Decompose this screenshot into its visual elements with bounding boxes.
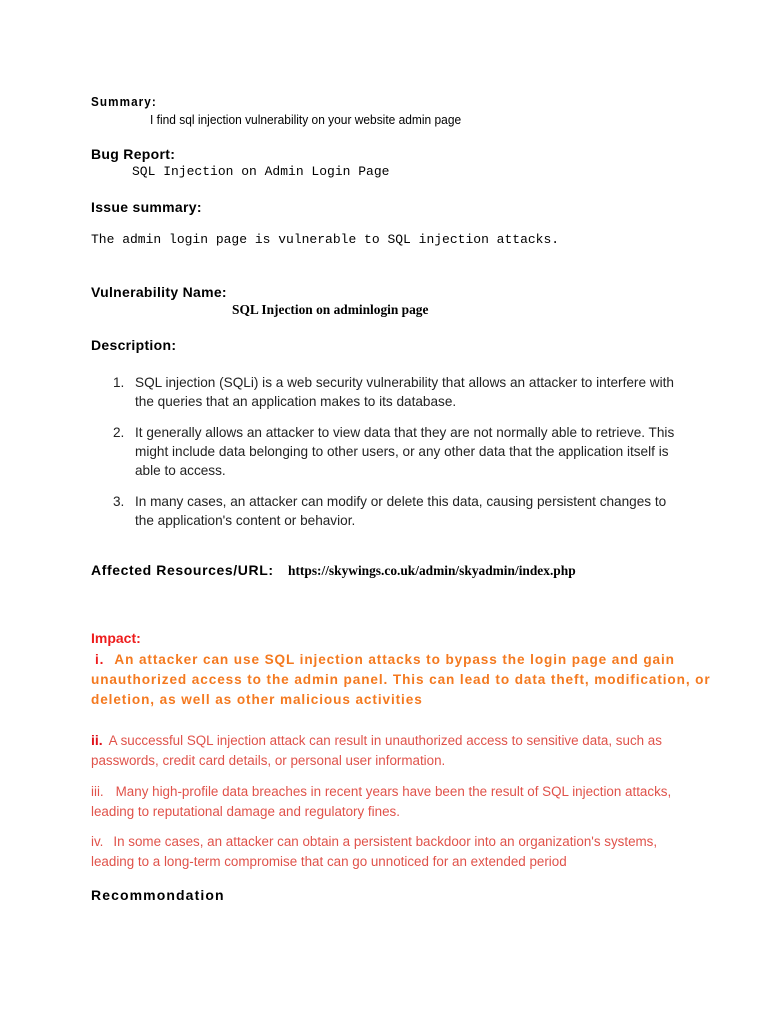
issue-summary-label: Issue summary:	[91, 199, 202, 215]
description-item-text: It generally allows an attacker to view data that they are not normally able to retrieve. This might include data belonging to other users, or any other data that the application itself is able to access.	[135, 425, 675, 478]
vulnerability-label: Vulnerability Name:	[91, 284, 227, 300]
impact-item	[91, 782, 691, 821]
description-item-text: SQL injection (SQLi) is a web security vulnerability that allows an attacker to interfere with the queries that an application makes to its database.	[135, 375, 674, 409]
description-item-text: In many cases, an attacker can modify or delete this data, causing persistent changes to the application's content or behavior.	[135, 494, 667, 528]
impact-item-number: i.	[95, 652, 105, 667]
affected-resources-label: Affected Resources/URL:	[91, 562, 274, 578]
impact-item-number: ii.	[91, 732, 103, 748]
description-item-number: 2.	[113, 425, 125, 440]
affected-url[interactable]: https://skywings.co.uk/admin/skyadmin/index.php	[288, 563, 576, 578]
impact-item	[91, 832, 701, 871]
description-label: Description:	[91, 337, 177, 353]
description-item	[113, 423, 683, 480]
recommendation-label: Recommondation	[91, 887, 225, 903]
impact-item-number: iv.	[91, 834, 104, 849]
impact-item-text: Many high-profile data breaches in recent years have been the result of SQL injection attacks, leading to reputational damage and regulatory fines.	[91, 784, 672, 819]
summary-text: I find sql injection vulnerability on your website admin page	[150, 112, 462, 127]
impact-label: Impact:	[91, 630, 141, 646]
description-item	[113, 373, 683, 411]
impact-item-text: A successful SQL injection attack can result in unauthorized access to sensitive data, such as passwords, credit card details, or personal user information.	[91, 733, 662, 768]
bug-report-text: SQL Injection on Admin Login Page	[132, 164, 390, 179]
impact-item-text: An attacker can use SQL injection attacks to bypass the login page and gain unauthorized access to the admin panel. This can lead to data theft, modification, or deletion, as well as other malicious activities	[91, 652, 711, 707]
impact-item	[91, 731, 691, 770]
vulnerability-text: SQL Injection on adminlogin page	[232, 302, 429, 317]
issue-summary-text: The admin login page is vulnerable to SQL injection attacks.	[91, 232, 560, 247]
description-item	[113, 492, 683, 530]
impact-item-text: In some cases, an attacker can obtain a persistent backdoor into an organization's systems, leading to a long-term compromise that can go unnoticed for an extended period	[91, 834, 658, 869]
impact-item-highlight	[91, 650, 711, 710]
description-item-number: 3.	[113, 494, 125, 509]
description-item-number: 1.	[113, 375, 125, 390]
summary-label: Summary:	[91, 94, 157, 109]
impact-item-number: iii.	[91, 784, 104, 799]
bug-report-label: Bug Report:	[91, 146, 176, 162]
